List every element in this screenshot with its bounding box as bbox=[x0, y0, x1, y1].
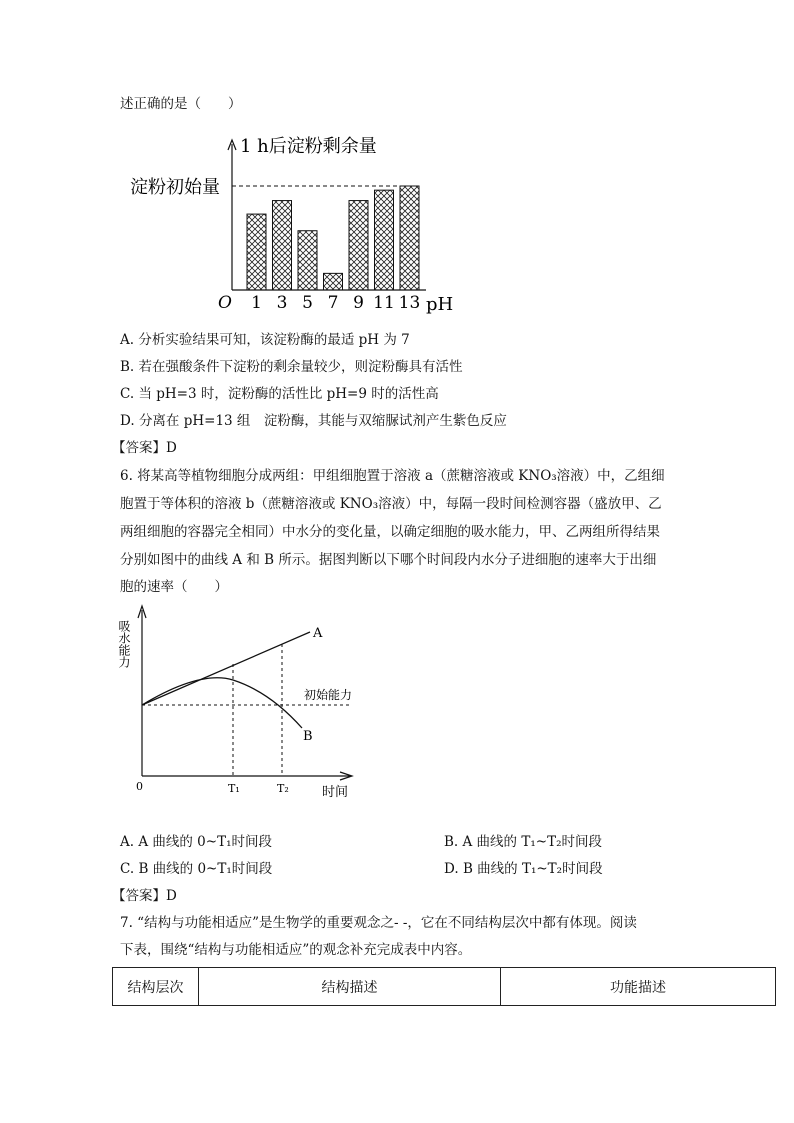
reference-label: 淀粉初始量 bbox=[130, 177, 220, 198]
y-axis-label: 1 h后淀粉剩余量 bbox=[240, 136, 377, 157]
q7-stem-line-2: 下表，围绕“结构与功能相适应”的观念补充完成表中内容。 bbox=[120, 942, 472, 958]
starch-ph-bar-chart bbox=[120, 130, 460, 320]
curve-b bbox=[142, 678, 302, 728]
q7-stem-line-1: 7. “结构与功能相适应”是生物学的重要观念之- -，它在不同结构层次中都有体现。阅读 bbox=[120, 915, 637, 931]
x-axis-label: pH bbox=[426, 294, 454, 315]
q6-option-a: A. A 曲线的 0~T₁时间段 bbox=[120, 834, 272, 850]
q5-option-c: C. 当 pH=3 时，淀粉酶的活性比 pH=9 时的活性高 bbox=[120, 386, 439, 402]
table-header-structure-level: 结构层次 bbox=[113, 968, 199, 1005]
tick-label-ph-11: 11 bbox=[373, 293, 395, 313]
q6-stem-line-1: 6. 将某高等植物细胞分成两组：甲组细胞置于溶液 a（蔗糖溶液或 KNO₃溶液）中，乙组细 bbox=[120, 468, 665, 484]
bar-ph-3 bbox=[273, 201, 292, 290]
water-absorption-line-chart bbox=[117, 600, 380, 805]
table-header-function-description: 功能描述 bbox=[610, 979, 666, 996]
q5-option-d: D. 分离在 pH=13 组 淀粉酶，其能与双缩脲试剂产生紫色反应 bbox=[120, 413, 507, 429]
tick-label-ph-9: 9 bbox=[353, 293, 364, 313]
t1-tick-label: T₁ bbox=[228, 782, 240, 795]
curve-a bbox=[142, 632, 310, 705]
t2-tick-label: T₂ bbox=[277, 782, 289, 795]
tick-label-ph-1: 1 bbox=[251, 293, 262, 313]
q6-option-b: B. A 曲线的 T₁~T₂时间段 bbox=[444, 834, 602, 850]
bar-ph-11 bbox=[375, 190, 394, 290]
q5-option-b: B. 若在强酸条件下淀粉的剩余量较少，则淀粉酶具有活性 bbox=[120, 359, 463, 375]
origin-label: O bbox=[218, 293, 232, 313]
q6-option-d: D. B 曲线的 T₁~T₂时间段 bbox=[444, 861, 603, 877]
q5-option-a: A. 分析实验结果可知，该淀粉酶的最适 pH 为 7 bbox=[120, 332, 410, 348]
y-axis-label: 吸水能力 bbox=[117, 620, 131, 668]
q6-stem-line-2: 胞置于等体积的溶液 b（蔗糖溶液或 KNO₃溶液）中，每隔一段时间检测容器（盛放甲、乙 bbox=[120, 496, 662, 512]
tick-label-ph-13: 13 bbox=[398, 293, 421, 313]
initial-ability-label: 初始能力 bbox=[304, 688, 353, 702]
q6-stem-line-5: 胞的速率（ ） bbox=[120, 579, 228, 595]
q6-option-c: C. B 曲线的 0~T₁时间段 bbox=[120, 861, 273, 877]
q6-answer: 【答案】D bbox=[112, 888, 177, 904]
q6-stem-line-3: 两组细胞的容器完全相同）中水分的变化量，以确定细胞的吸水能力，甲、乙两组所得结果 bbox=[120, 524, 660, 540]
bar-ph-7 bbox=[324, 273, 343, 290]
tick-label-ph-5: 5 bbox=[302, 293, 313, 313]
table-header-structure-description: 结构描述 bbox=[199, 968, 501, 1005]
origin-label: 0 bbox=[136, 780, 143, 793]
curve-a-label: A bbox=[313, 626, 323, 641]
bar-ph-13 bbox=[400, 186, 419, 290]
q5-answer: 【答案】D bbox=[112, 440, 177, 456]
q6-stem-line-4: 分别如图中的曲线 A 和 B 所示。据图判断以下哪个时间段内水分子进细胞的速率大于出细 bbox=[120, 552, 657, 568]
bar-ph-9 bbox=[349, 201, 368, 290]
q5-stem-tail: 述正确的是（ ） bbox=[120, 96, 242, 112]
bar-ph-1 bbox=[247, 214, 266, 290]
tick-label-ph-3: 3 bbox=[276, 293, 288, 313]
structure-function-table bbox=[112, 967, 776, 1006]
bar-ph-5 bbox=[298, 231, 317, 290]
curve-b-label: B bbox=[303, 729, 313, 744]
x-axis-label: 时间 bbox=[322, 785, 349, 800]
tick-label-ph-7: 7 bbox=[327, 293, 339, 313]
